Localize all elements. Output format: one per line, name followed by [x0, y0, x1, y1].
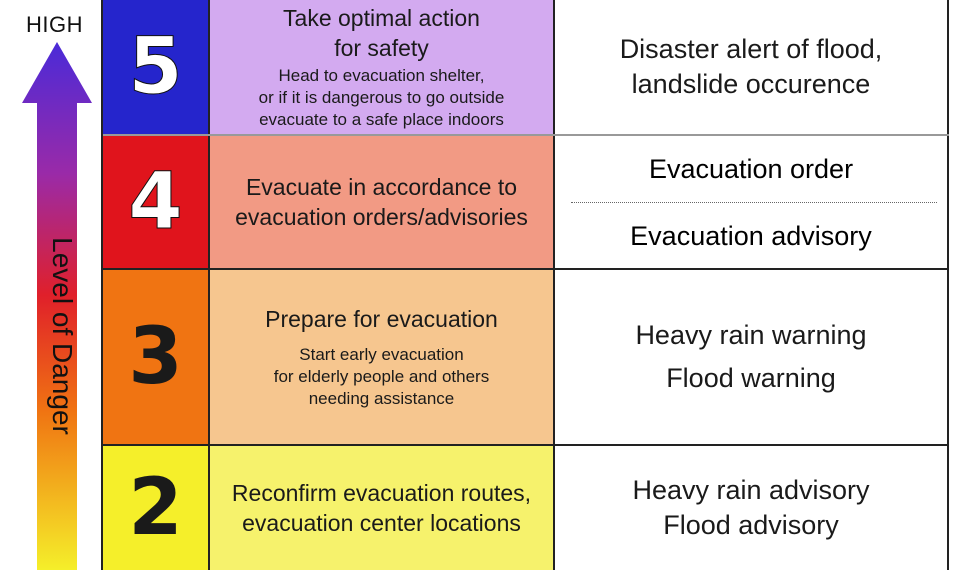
danger-scale [0, 0, 100, 570]
table-row-level-2 [103, 446, 949, 570]
action-cell [210, 136, 555, 268]
alert-cell [555, 0, 949, 134]
action-cell [210, 0, 555, 134]
table-row-level-5 [103, 0, 949, 136]
alert-text-evacuation-advisory: Evacuation advisory [630, 220, 872, 251]
alert-text: Disaster alert of flood, landslide occurence [619, 34, 883, 99]
table-row-level-4 [103, 136, 949, 270]
alert-text: Heavy rain warning Flood warning [635, 320, 867, 393]
level-number: 2 [103, 446, 210, 570]
axis-label: Level of Danger [47, 237, 78, 435]
alert-text: Heavy rain advisory Flood advisory [632, 475, 870, 540]
level-number: 5 [103, 0, 210, 134]
action-main-text: Reconfirm evacuation routes, evacuation center locations [231, 480, 532, 536]
alert-cell [555, 270, 949, 444]
action-sub-text: Start early evacuation for elderly people and others needing assistance [273, 345, 490, 408]
action-main-text: Evacuate in accordance to evacuation orders/advisories [235, 174, 528, 230]
table-row-level-3 [103, 270, 949, 446]
action-main-text: Prepare for evacuation [265, 306, 498, 332]
danger-level-table [101, 0, 949, 570]
action-sub-text: Head to evacuation shelter, or if it is dangerous to go outside evacuate to a safe place indoors [258, 66, 505, 129]
alert-cell [555, 136, 949, 268]
level-number: 3 [103, 270, 210, 444]
action-cell [210, 446, 555, 570]
high-label: HIGH [26, 12, 83, 37]
alert-text-evacuation-order: Evacuation order [648, 153, 854, 184]
action-main-text: Take optimal action for safety [283, 5, 480, 61]
action-cell [210, 270, 555, 444]
level-number: 4 [103, 136, 210, 268]
alert-cell [555, 446, 949, 570]
